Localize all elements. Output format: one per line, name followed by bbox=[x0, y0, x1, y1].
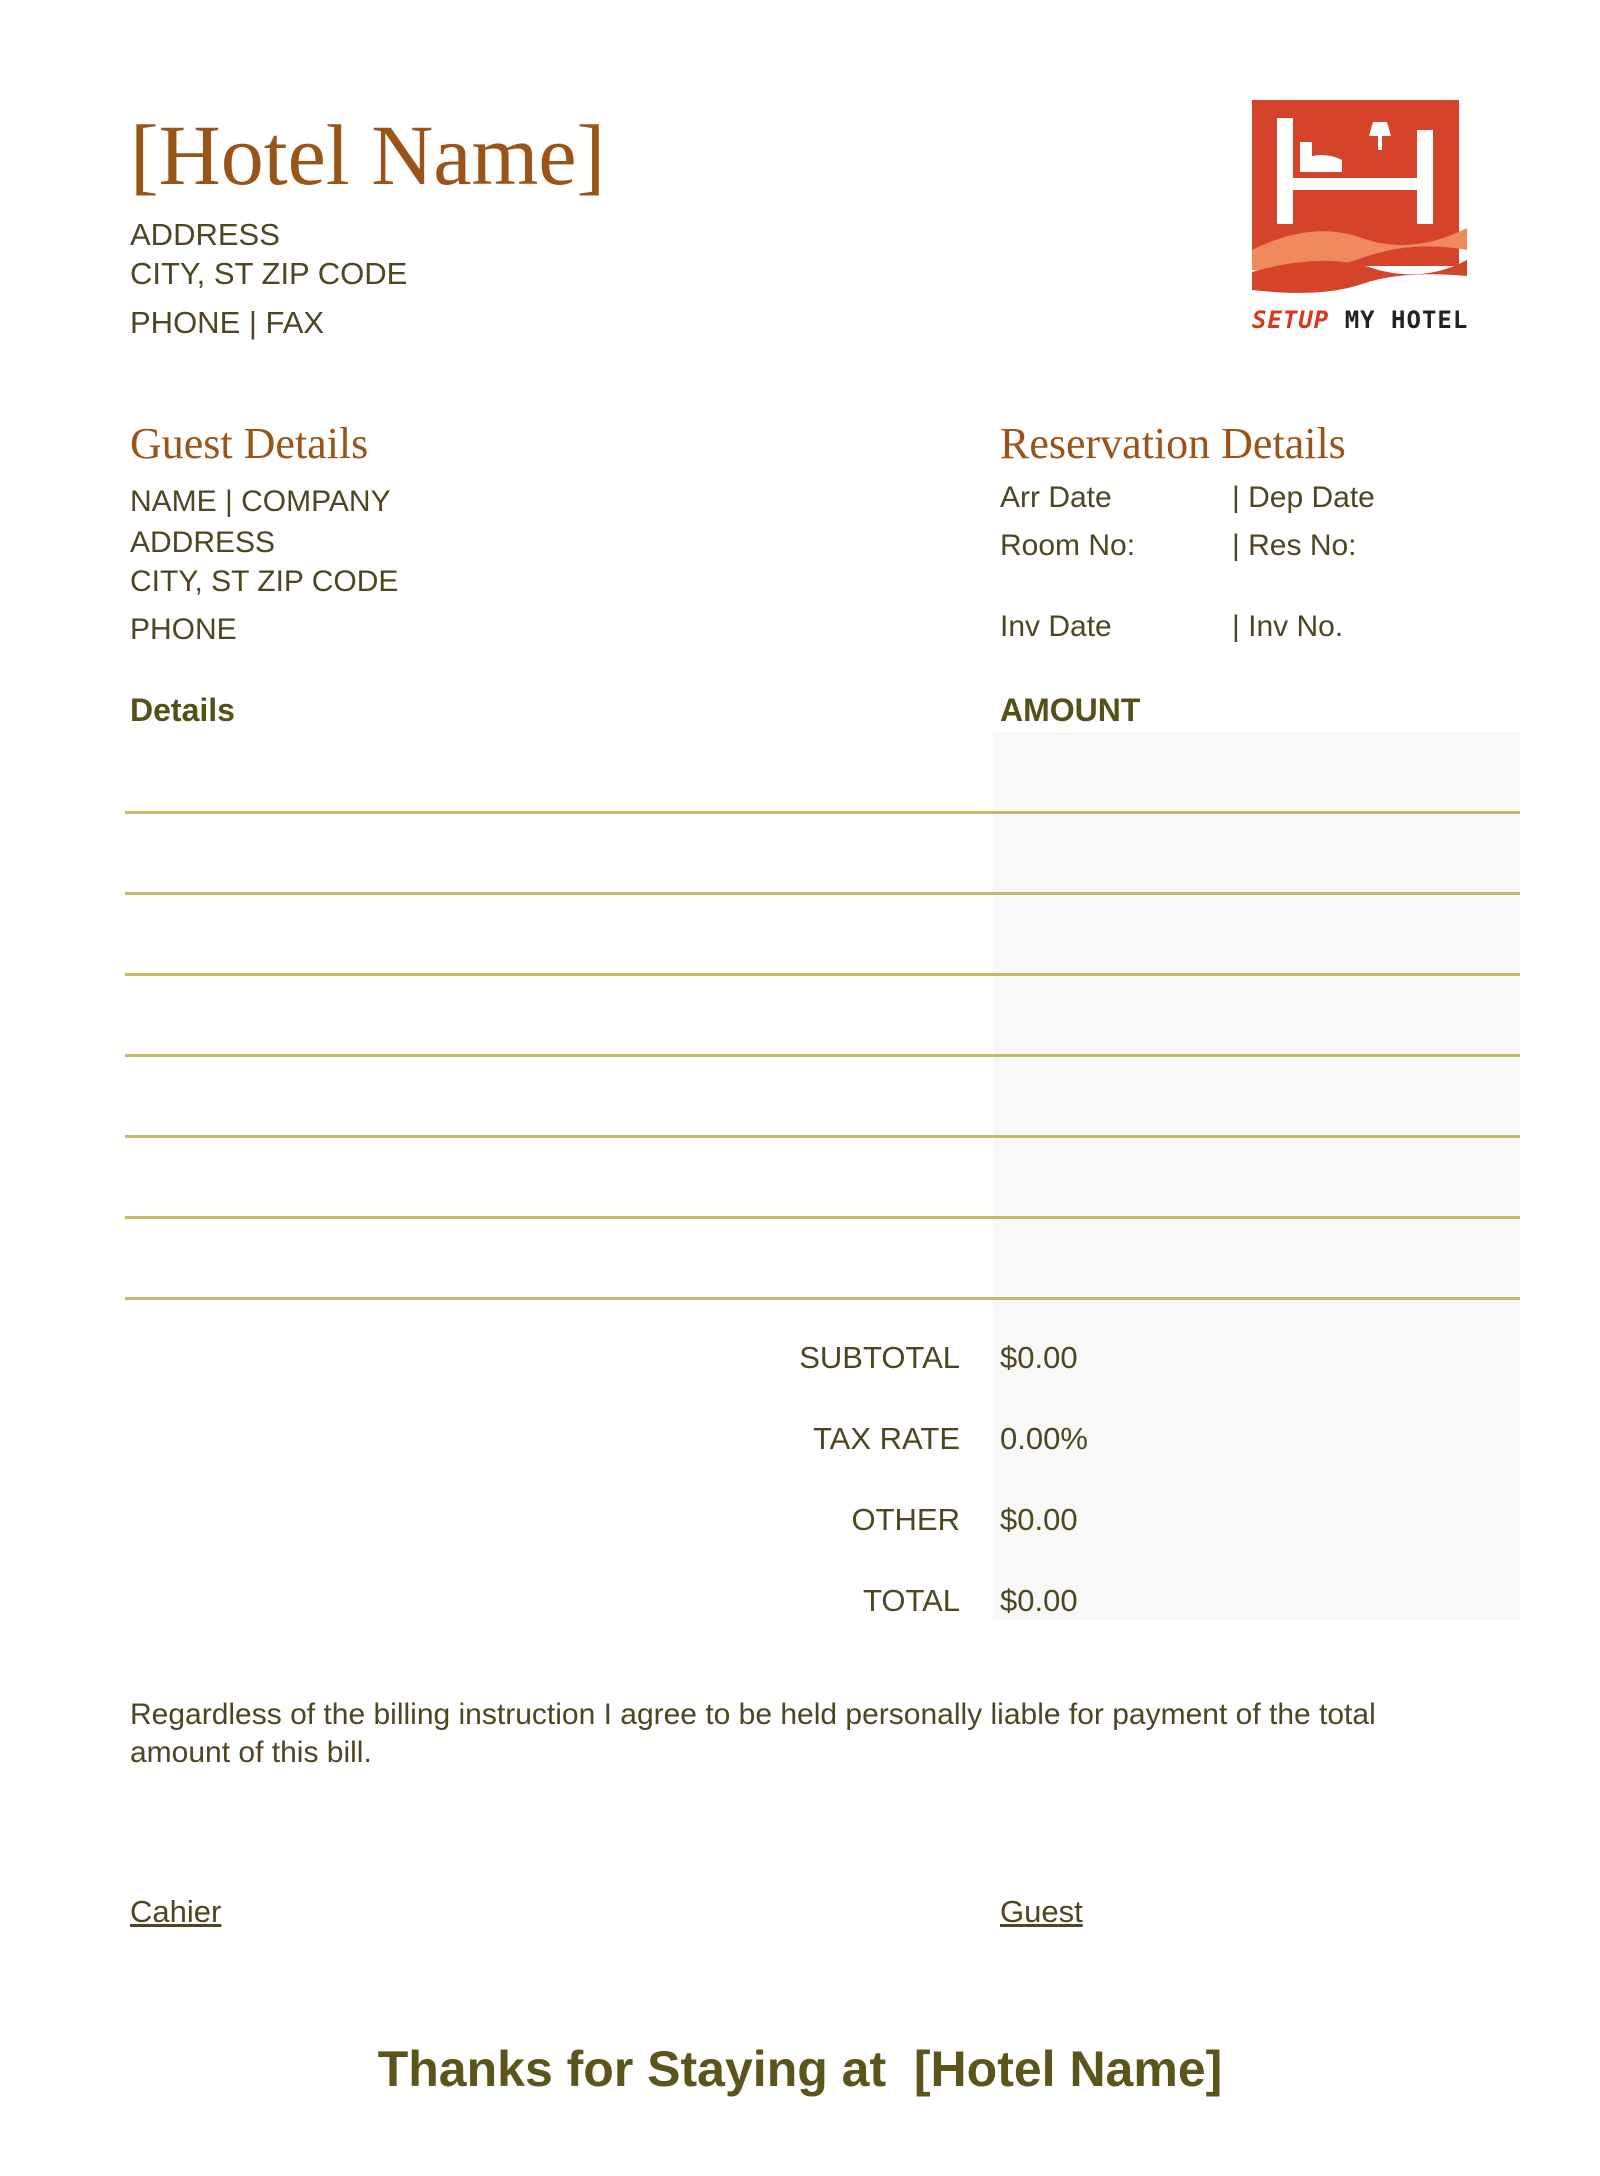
guest-address: ADDRESS bbox=[130, 526, 276, 559]
hotel-bed-icon bbox=[1252, 100, 1467, 293]
guest-name-company: NAME | COMPANY bbox=[130, 485, 391, 518]
row-divider bbox=[125, 1297, 1520, 1300]
thank-you-message: Thanks for Staying at [Hotel Name] bbox=[377, 2041, 1223, 2097]
tax-rate-value[interactable]: 0.00% bbox=[1000, 1421, 1088, 1456]
total-value[interactable]: $0.00 bbox=[1000, 1583, 1078, 1618]
other-label: OTHER bbox=[851, 1502, 960, 1537]
logo-word-setup: SETUP bbox=[1252, 306, 1330, 334]
total-label: TOTAL bbox=[862, 1583, 960, 1618]
table-row[interactable] bbox=[125, 1138, 1520, 1216]
res-no-label: | Res No: bbox=[1232, 529, 1357, 562]
guest-city: CITY, ST ZIP CODE bbox=[130, 565, 399, 598]
hotel-address: ADDRESS bbox=[130, 217, 280, 252]
room-no-label: Room No: bbox=[1000, 529, 1136, 562]
guest-details-title: Guest Details bbox=[130, 419, 369, 468]
details-column-header: Details bbox=[130, 692, 235, 728]
table-row[interactable] bbox=[125, 1057, 1520, 1135]
hotel-name: [Hotel Name] bbox=[130, 107, 606, 203]
liability-disclaimer: Regardless of the billing instruction I agree to be held personally liable for payment of the total amount of this bill. bbox=[130, 1698, 1376, 1770]
arr-date-label: Arr Date bbox=[1000, 481, 1112, 514]
table-row[interactable] bbox=[125, 814, 1520, 892]
other-value[interactable]: $0.00 bbox=[1000, 1502, 1078, 1537]
hotel-logo bbox=[1252, 100, 1467, 340]
subtotal-value[interactable]: $0.00 bbox=[1000, 1340, 1078, 1375]
table-row[interactable] bbox=[125, 976, 1520, 1054]
hotel-city: CITY, ST ZIP CODE bbox=[130, 256, 408, 291]
reservation-details-title: Reservation Details bbox=[1000, 419, 1346, 468]
dep-date-label: | Dep Date bbox=[1232, 481, 1375, 514]
table-row[interactable] bbox=[125, 733, 1520, 813]
cashier-signature-label: Cahier bbox=[130, 1894, 222, 1929]
tax-rate-label: TAX RATE bbox=[813, 1421, 960, 1456]
subtotal-label: SUBTOTAL bbox=[799, 1340, 960, 1375]
guest-signature-label: Guest bbox=[1000, 1894, 1083, 1929]
hotel-phone-fax: PHONE | FAX bbox=[130, 305, 325, 340]
inv-no-label: | Inv No. bbox=[1232, 610, 1344, 643]
table-row[interactable] bbox=[125, 895, 1520, 973]
table-row[interactable] bbox=[125, 1219, 1520, 1297]
logo-wordmark bbox=[1252, 306, 1467, 334]
inv-date-label: Inv Date bbox=[1000, 610, 1112, 643]
logo-word-myhotel: MY HOTEL bbox=[1344, 306, 1469, 334]
amount-column-header: AMOUNT bbox=[1000, 692, 1141, 728]
guest-phone: PHONE bbox=[130, 613, 237, 646]
